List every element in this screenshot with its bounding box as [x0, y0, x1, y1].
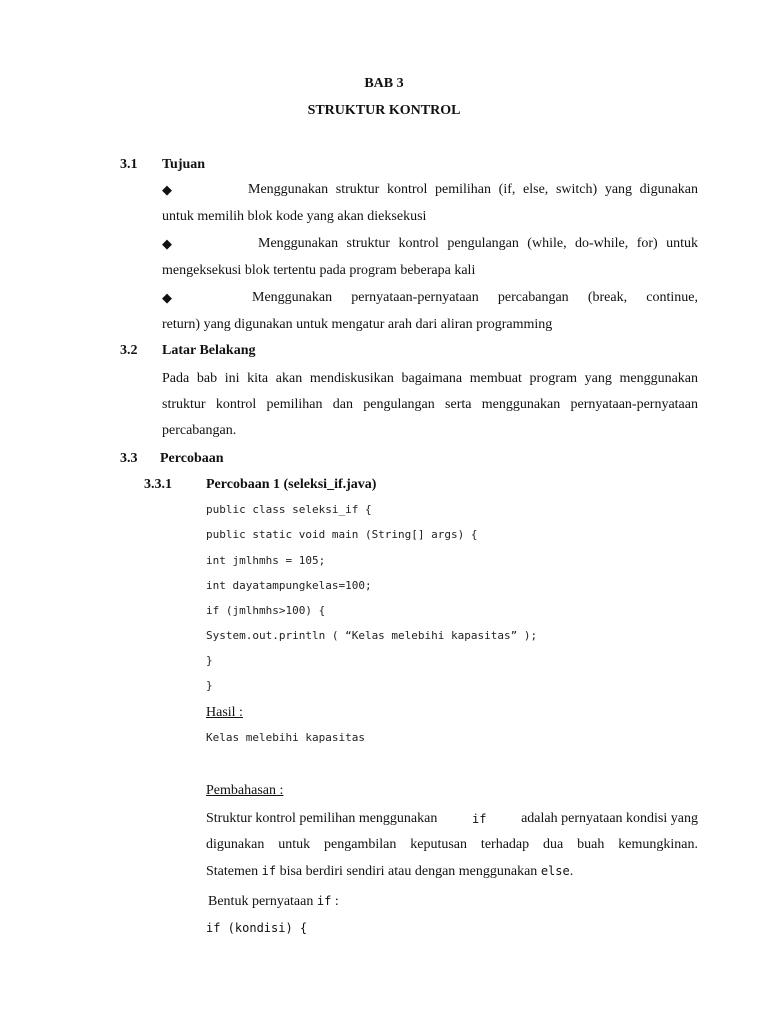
tujuan-item-1-line2: untuk memilih blok kode yang akan dieksekusi: [162, 209, 427, 224]
bentuk-text: :: [334, 894, 339, 909]
code-line: }: [206, 679, 213, 692]
hasil-label: Hasil :: [206, 705, 243, 720]
section-title-latar-belakang: Latar Belakang: [162, 343, 256, 358]
code-line: public static void main (String[] args) {: [206, 528, 478, 541]
section-number-3-1: 3.1: [120, 157, 138, 172]
inline-code: else: [540, 864, 570, 878]
section-number-3-2: 3.2: [120, 343, 138, 358]
code-line: int jmlhmhs = 105;: [206, 554, 326, 567]
bullet-diamond-icon: ◆: [162, 182, 172, 197]
chapter-title: STRUKTUR KONTROL: [307, 103, 461, 118]
inline-code: if: [472, 812, 487, 826]
tujuan-item-2-line1: Menggunakan struktur kontrol pengulangan (while, do-while, for) untuk: [258, 236, 698, 251]
subsection-title-percobaan-1: Percobaan 1 (seleksi_if.java): [206, 477, 377, 492]
latar-line-1: Pada bab ini kita akan mendiskusikan bagaimana membuat program yang menggunakan: [162, 371, 698, 386]
bullet-diamond-icon: ◆: [162, 236, 172, 251]
code-line: public class seleksi_if {: [206, 503, 372, 516]
code-line: }: [206, 654, 213, 667]
bentuk-pernyataan: [208, 888, 339, 915]
pembahasan-text: Statemen: [206, 864, 259, 879]
pembahasan-line-3: [206, 858, 573, 885]
pembahasan-text: Struktur kontrol pemilihan menggunakan: [206, 811, 438, 826]
tujuan-item-2-line2: mengeksekusi blok tertentu pada program beberapa kali: [162, 263, 476, 278]
bentuk-text: Bentuk pernyataan: [208, 894, 314, 909]
hasil-output: Kelas melebihi kapasitas: [206, 731, 365, 744]
pembahasan-text: bisa berdiri sendiri atau dengan menggunakan: [279, 864, 538, 879]
pembahasan-text: adalah pernyataan kondisi yang: [521, 811, 698, 826]
code-line: int dayatampungkelas=100;: [206, 579, 372, 592]
pembahasan-line-1: [206, 806, 698, 832]
tujuan-item-1-line1: Menggunakan struktur kontrol pemilihan (if, else, switch) yang digunakan: [248, 182, 698, 197]
bullet-diamond-icon: ◆: [162, 290, 172, 305]
subsection-number-3-3-1: 3.3.1: [144, 477, 172, 492]
code-line: if (jmlhmhs>100) {: [206, 604, 326, 617]
section-title-percobaan: Percobaan: [160, 451, 224, 466]
tujuan-item-3-line2: return) yang digunakan untuk mengatur arah dari aliran programming: [162, 317, 553, 332]
code-line: System.out.println ( “Kelas melebihi kapasitas” );: [206, 629, 538, 642]
section-title-tujuan: Tujuan: [162, 157, 206, 172]
pembahasan-label: Pembahasan :: [206, 783, 284, 798]
section-number-3-3: 3.3: [120, 451, 138, 466]
chapter-number: BAB 3: [364, 76, 404, 91]
pembahasan-line-2: digunakan untuk pengambilan keputusan terhadap dua buah kemungkinan.: [206, 837, 698, 852]
inline-code: if: [261, 864, 277, 878]
latar-line-2: struktur kontrol pemilihan dan pengulangan serta menggunakan pernyataan-pernyataan: [162, 397, 698, 412]
syntax-line: if (kondisi) {: [206, 921, 308, 935]
inline-code: if: [316, 894, 332, 908]
tujuan-item-3-line1: Menggunakan pernyataan-pernyataan percabangan (break, continue,: [252, 290, 698, 305]
latar-line-3: percabangan.: [162, 423, 237, 438]
pembahasan-text: .: [569, 864, 574, 879]
